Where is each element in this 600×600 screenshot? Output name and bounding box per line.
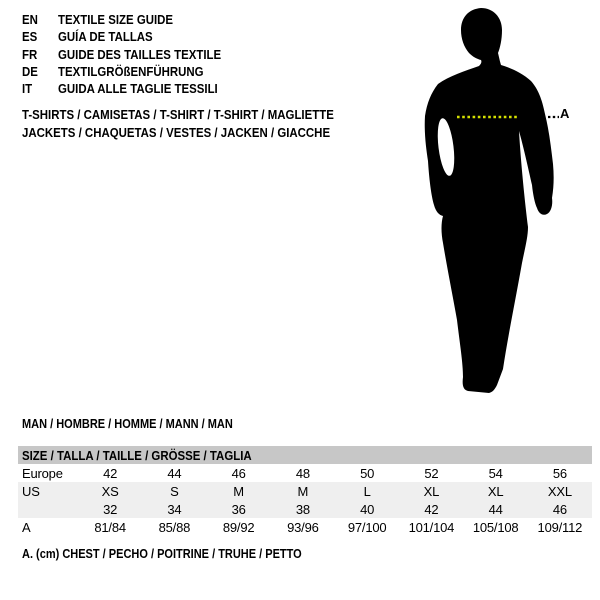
size-value: 44 — [167, 465, 182, 481]
product-type-tshirts: T-SHIRTS / CAMISETAS / T-SHIRT / T-SHIRT / MAGLIETTE — [22, 107, 334, 122]
language-code: ES — [22, 29, 38, 45]
size-value: 46 — [552, 501, 567, 517]
size-value: 44 — [488, 501, 503, 517]
table-row-chest-a — [18, 518, 592, 536]
size-value: M — [297, 483, 309, 499]
size-value: 48 — [295, 465, 310, 481]
language-code: IT — [22, 81, 33, 97]
size-value: XS — [101, 483, 119, 499]
language-label: GUÍA DE TALLAS — [58, 29, 153, 45]
size-value: 36 — [231, 501, 246, 517]
man-silhouette-body — [425, 8, 554, 393]
size-value: 97/100 — [347, 519, 387, 535]
section-title-man: MAN / HOMBRE / HOMME / MANN / MAN — [22, 417, 233, 431]
language-label: TEXTILGRÖßENFÜHRUNG — [58, 64, 204, 80]
language-row — [22, 11, 243, 28]
size-value: 89/92 — [222, 519, 255, 535]
size-value: 42 — [103, 465, 118, 481]
size-value: 85/88 — [158, 519, 191, 535]
language-row — [22, 28, 243, 45]
row-label: US — [22, 483, 40, 499]
size-table-header: SIZE / TALLA / TAILLE / GRÖSSE / TAGLIA — [18, 446, 592, 464]
size-value: S — [170, 483, 179, 499]
table-row-us-numeric — [18, 500, 592, 518]
size-value: 109/112 — [537, 519, 583, 535]
size-value: L — [363, 483, 371, 499]
size-value: XL — [487, 483, 504, 499]
language-label: GUIDA ALLE TAGLIE TESSILI — [58, 81, 218, 97]
size-table — [18, 446, 592, 536]
size-value: 93/96 — [287, 519, 319, 535]
size-value: 56 — [552, 465, 567, 481]
size-value: 105/108 — [472, 519, 519, 535]
language-code: DE — [22, 64, 38, 80]
measure-note: A. (cm) CHEST / PECHO / POITRINE / TRUHE / PETTO — [22, 547, 302, 561]
size-value: 54 — [488, 465, 503, 481]
measure-label-a: A — [560, 106, 570, 121]
language-code: FR — [22, 46, 38, 62]
row-label: A — [22, 519, 31, 535]
language-list — [22, 11, 243, 97]
table-row-europe — [18, 464, 592, 482]
table-row-us — [18, 482, 592, 500]
man-silhouette — [405, 5, 570, 405]
language-label: TEXTILE SIZE GUIDE — [58, 12, 174, 28]
row-label: Europe — [22, 465, 63, 481]
size-value: 38 — [295, 501, 310, 517]
measurement-figure — [405, 5, 600, 405]
size-value: 101/104 — [408, 519, 455, 535]
language-row — [22, 63, 243, 80]
size-value: 50 — [360, 465, 375, 481]
size-value: XXL — [547, 483, 572, 499]
size-value: 32 — [103, 501, 118, 517]
size-value: 42 — [424, 501, 439, 517]
size-value: 40 — [360, 501, 375, 517]
language-label: GUIDE DES TAILLES TEXTILE — [58, 46, 222, 62]
product-type-list — [22, 106, 376, 142]
size-value: M — [233, 483, 244, 499]
language-row — [22, 80, 243, 97]
size-value: 46 — [231, 465, 246, 481]
size-value: XL — [423, 483, 440, 499]
language-row — [22, 46, 243, 63]
size-value: 34 — [167, 501, 182, 517]
language-code: EN — [22, 12, 38, 28]
size-value: 81/84 — [94, 519, 126, 535]
product-type-jackets: JACKETS / CHAQUETAS / VESTES / JACKEN / GIACCHE — [22, 125, 331, 140]
size-value: 52 — [424, 465, 439, 481]
